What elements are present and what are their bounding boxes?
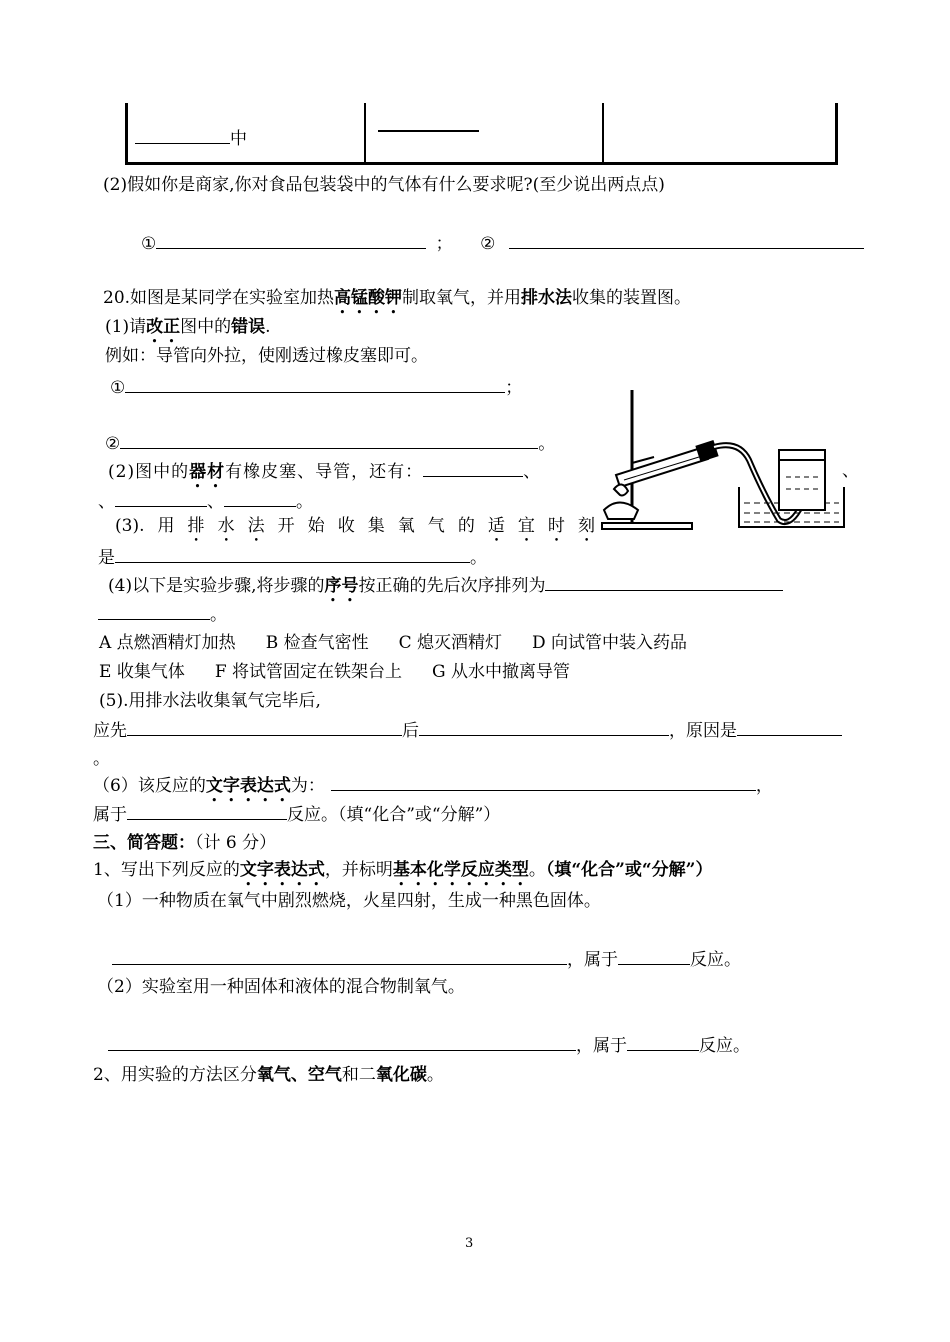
blank-line (127, 803, 287, 820)
q20-part1: (1)请改正图中的错误. (105, 317, 271, 337)
gas-collecting-bottle (779, 450, 825, 510)
q20-part5: (5).用排水法收集氧气完毕后, (99, 691, 321, 711)
blank-line (545, 574, 783, 591)
q20-example: 例如：导管向外拉，使刚透过橡皮塞即可。 (105, 346, 428, 366)
blank-line (224, 490, 296, 507)
q20-part3-char: 用 (157, 516, 175, 536)
blank-line (112, 948, 567, 965)
q20-part2-comma: 、 (842, 461, 859, 481)
q20-part3-char: 始 (307, 516, 325, 536)
q20-part3 (115, 515, 595, 546)
q19-part2: (2)假如你是商家,你对食品包装袋中的气体有什么要求呢?(至少说出两点点) (103, 175, 665, 195)
blank-line (115, 546, 470, 563)
q20-steps-row1: A 点燃酒精灯加热 B 检查气密性 C 熄灭酒精灯 D 向试管中装入药品 (99, 633, 688, 653)
q20-part3-char: 的 (457, 516, 475, 536)
blank-line (331, 774, 756, 791)
q20-part2-line2: 、 、 。 (98, 492, 313, 512)
q20-part6-line2: 属于 反应。（填“化合”或“分解”） (93, 805, 501, 825)
q19-answers: ① ； ② (141, 232, 864, 255)
q20-part3-char: 排 (187, 516, 205, 536)
blank-line (135, 127, 230, 144)
q20-part3-char: 气 (427, 516, 445, 536)
q20-steps-row2: E 收集气体 F 将试管固定在铁架台上 G 从水中撤离导管 (99, 662, 571, 682)
q20-part3-char: 宜 (517, 516, 535, 536)
q20-part3-line2: 是 。 (98, 548, 487, 568)
blank-line (115, 490, 207, 507)
table-divider (602, 103, 604, 162)
q20-part4-line2: 。 (98, 603, 227, 626)
table-divider (364, 103, 366, 162)
s3-q1-part2-answer: ，属于 反应。 (108, 1034, 750, 1057)
blank-line (156, 232, 426, 249)
page-number: 3 (465, 1236, 474, 1251)
q20-part3-char: 适 (487, 516, 505, 536)
q20-part2: (2)图中的器材有橡皮塞、导管，还有： 、 (108, 462, 542, 482)
table-cell-2-blank (378, 118, 479, 132)
q20-title: 20.如图是某同学在实验室加热高锰酸钾制取氧气，并用排水法收集的装置图。 (103, 288, 692, 308)
q20-part3-char: 刻 (577, 516, 595, 536)
q20-part3-char: 水 (217, 516, 235, 536)
section3-heading: 三、简答题：（计 6 分） (93, 833, 277, 853)
apparatus-figure (594, 385, 854, 535)
blank-line (98, 603, 210, 620)
blank-line (108, 1034, 576, 1051)
q20-part3-char: (3). (115, 516, 145, 536)
table-cell-1: 中 (135, 127, 247, 150)
blank-line (423, 460, 523, 477)
blank-line (618, 948, 690, 965)
blank-line (737, 719, 842, 736)
q20-part3-char: 集 (367, 516, 385, 536)
q20-correction-2: ② 。 (105, 434, 556, 454)
blank-line (419, 719, 669, 736)
q20-part4: (4)以下是实验步骤,将步骤的序号按正确的先后次序排列为 (108, 574, 783, 606)
q20-correction-1: ① ； (110, 378, 523, 398)
blank-line (125, 376, 505, 393)
s3-question1: 1、写出下列反应的文字表达式，并标明基本化学反应类型。（填“化合”或“分解”） (93, 860, 713, 880)
q20-part3-char: 收 (337, 516, 355, 536)
q20-part3-char: 时 (547, 516, 565, 536)
blank-line (509, 232, 864, 249)
s3-question2: 2、用实验的方法区分氧气、空气和二氧化碳。 (93, 1065, 444, 1085)
q20-part3-char: 开 (277, 516, 295, 536)
q20-part6: （6）该反应的文字表达式为： ， (93, 776, 773, 796)
blank-line (627, 1034, 699, 1051)
q20-part3-char: 氧 (397, 516, 415, 536)
q20-part5-end: 。 (93, 749, 110, 769)
s3-q1-part1-answer: ，属于 反应。 (112, 948, 741, 971)
q20-part3-char: 法 (247, 516, 265, 536)
blank-line (127, 719, 402, 736)
s3-q1-part2: （2）实验室用一种固体和液体的混合物制氧气。 (97, 977, 465, 997)
blank-line (120, 432, 538, 449)
q20-part5-line2: 应先 后 ，原因是 (93, 719, 842, 742)
s3-q1-part1: （1）一种物质在氧气中剧烈燃烧，火星四射，生成一种黑色固体。 (97, 891, 601, 911)
